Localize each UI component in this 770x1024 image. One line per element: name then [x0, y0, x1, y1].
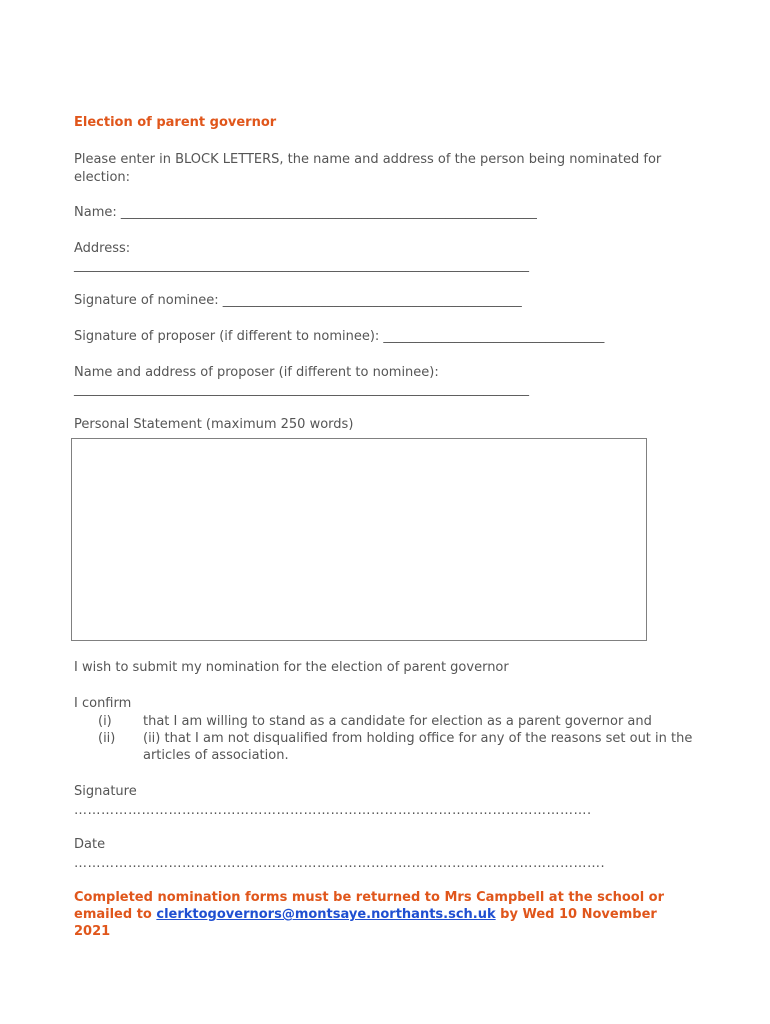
confirm-item-text: (ii) that I am not disqualified from holding office for any of the reasons set out in the articles of association. — [143, 731, 693, 763]
return-instructions-text: Completed nomination forms must be returned to Mrs Campbell at the school or emailed to — [74, 890, 665, 922]
clerk-email-link[interactable]: clerktogovernors@montsaye.northants.sch.uk — [156, 907, 496, 922]
signature-dotted-line[interactable]: ……………………………………………………………………………………………………. — [74, 803, 592, 818]
date-dotted-line[interactable]: ………………………………………………………………………………………………………. — [74, 856, 606, 871]
confirm-item-text: that I am willing to stand as a candidate for election as a parent governor and — [143, 714, 652, 729]
return-instructions — [74, 889, 694, 940]
nominee-signature-line[interactable]: Signature of nominee: ______________________________________________ — [74, 293, 522, 308]
statement-label: Personal Statement (maximum 250 words) — [74, 417, 354, 432]
confirm-item-number: (ii) — [98, 731, 116, 746]
personal-statement-box[interactable] — [71, 438, 647, 641]
date-label: Date — [74, 837, 106, 852]
confirm-label: I confirm — [74, 696, 132, 711]
nominee-name-line[interactable]: Name: ________________________________________________________________ — [74, 205, 537, 220]
confirm-item-number: (i) — [98, 714, 112, 729]
intro-text: Please enter in BLOCK LETTERS, the name and address of the person being nominated for election: — [74, 152, 662, 185]
form-heading: Election of parent governor — [74, 115, 277, 130]
address-line[interactable]: ______________________________________________________________________ — [74, 258, 529, 273]
deadline-text: by Wed 10 November 2021 — [74, 907, 657, 939]
proposer-signature-line[interactable]: Signature of proposer (if different to nominee): __________________________________ — [74, 329, 605, 344]
address-label: Address: — [74, 241, 131, 256]
proposer-name-line[interactable]: ______________________________________________________________________ — [74, 382, 529, 397]
signature-label: Signature — [74, 784, 137, 799]
submit-statement: I wish to submit my nomination for the election of parent governor — [74, 660, 509, 675]
proposer-name-label: Name and address of proposer (if different to nominee): — [74, 365, 439, 380]
